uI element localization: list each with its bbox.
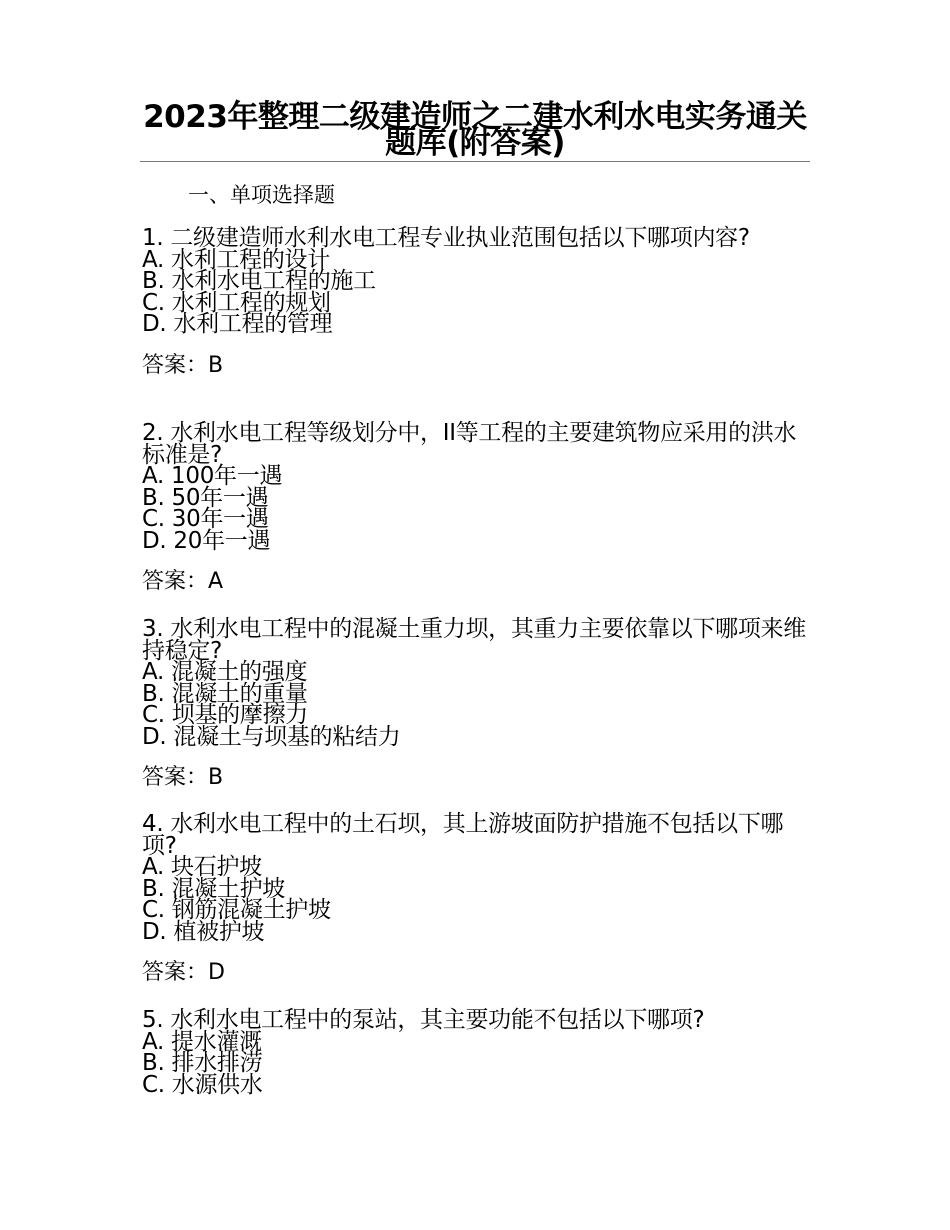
answer-line: 答案：D — [142, 960, 225, 985]
option-b: B. 水利水电工程的施工 — [142, 268, 376, 294]
option-c: C. 钢筋混凝土护坡 — [142, 897, 331, 923]
option-c: C. 30年一遇 — [142, 506, 269, 532]
question-text: 2. 水利水电工程等级划分中，II等工程的主要建筑物应采用的洪水标准是? — [142, 420, 797, 468]
option-d: D. 混凝土与坝基的粘结力 — [142, 723, 401, 750]
option-c: C. 坝基的摩擦力 — [142, 702, 308, 728]
option-b: B. 混凝土的重量 — [142, 680, 308, 707]
option-a: A. 提水灌溉 — [142, 1028, 262, 1055]
question-5 — [142, 1007, 812, 1098]
question-1 — [142, 225, 812, 380]
document-title: 2023年整理二级建造师之二建水利水电实务通关题库(附答案) — [143, 99, 807, 161]
option-a: A. 混凝土的强度 — [142, 659, 308, 685]
option-b: B. 排水排涝 — [142, 1050, 263, 1076]
title-underline — [140, 161, 810, 162]
option-a: A. 100年一遇 — [142, 463, 283, 489]
option-c: C. 水利工程的规划 — [142, 289, 331, 316]
section-heading: 一、单项选择题 — [188, 183, 335, 207]
question-4 — [142, 811, 812, 987]
option-a: A. 水利工程的设计 — [142, 246, 330, 273]
option-b: B. 混凝土护坡 — [142, 875, 286, 902]
option-c: C. 水源供水 — [142, 1071, 263, 1098]
question-text: 4. 水利水电工程中的土石坝，其上游坡面防护措施不包括以下哪项? — [142, 811, 784, 859]
answer-line: 答案：B — [142, 352, 224, 378]
question-text: 5. 水利水电工程中的泵站，其主要功能不包括以下哪项? — [142, 1007, 705, 1033]
answer-line: 答案：B — [142, 765, 224, 790]
option-d: D. 水利工程的管理 — [142, 311, 333, 337]
question-text: 3. 水利水电工程中的混凝土重力坝，其重力主要依靠以下哪项来维持稳定? — [142, 616, 806, 664]
question-2 — [142, 420, 812, 596]
answer-line: 答案：A — [142, 569, 224, 594]
question-3 — [142, 616, 812, 792]
question-text: 1. 二级建造师水利水电工程专业执业范围包括以下哪项内容? — [142, 225, 750, 251]
option-b: B. 50年一遇 — [142, 484, 269, 511]
option-d: D. 20年一遇 — [142, 527, 271, 554]
option-d: D. 植被护坡 — [142, 918, 265, 945]
option-a: A. 块石护坡 — [142, 854, 262, 880]
